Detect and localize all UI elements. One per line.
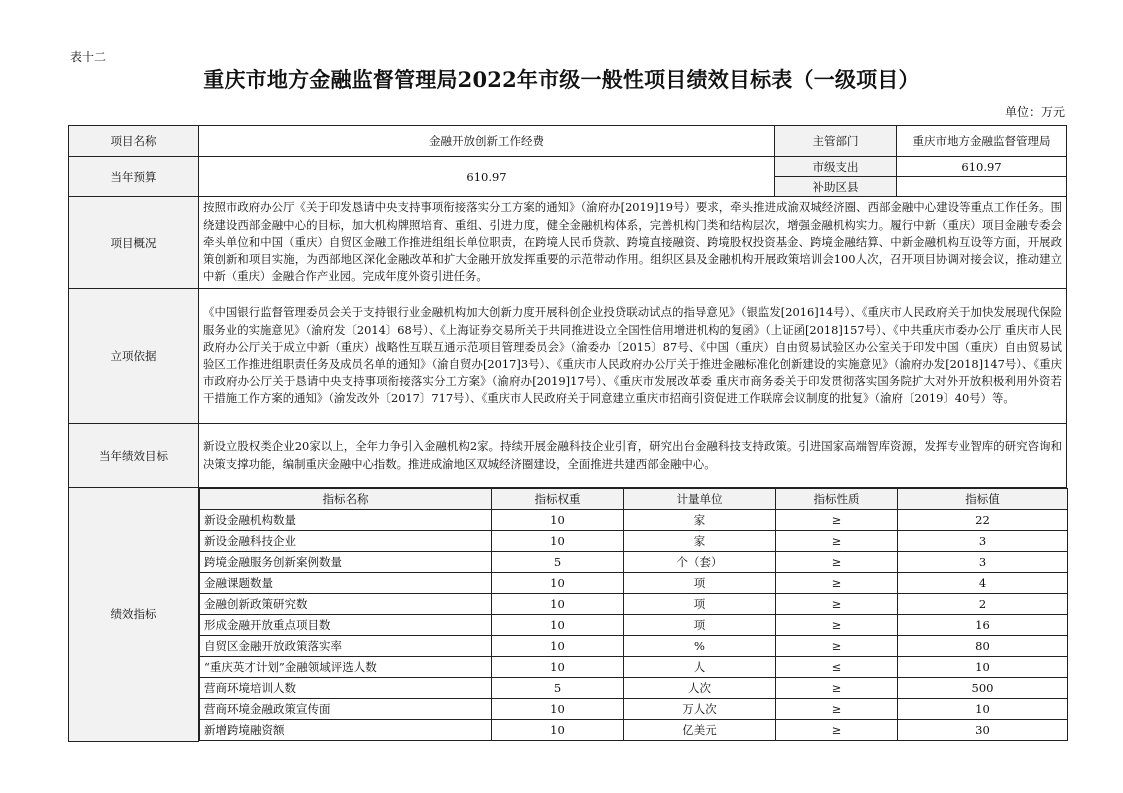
indicator-row <box>200 720 1068 741</box>
indicator-value: 10 <box>898 699 1068 720</box>
budget-value: 610.97 <box>199 157 775 197</box>
indicator-nature: ≥ <box>776 552 898 573</box>
indicator-nature: ≥ <box>776 531 898 552</box>
dept-value: 重庆市地方金融监督管理局 <box>897 126 1067 157</box>
city-spend-label: 市级支出 <box>775 157 897 177</box>
indicator-name: “重庆英才计划”金融领域评选人数 <box>200 657 492 678</box>
budget-row <box>69 157 1067 177</box>
indicator-value: 4 <box>898 573 1068 594</box>
indicator-unit: 亿美元 <box>624 720 776 741</box>
indicator-name: 新设金融机构数量 <box>200 510 492 531</box>
indicator-unit: 人次 <box>624 678 776 699</box>
indicator-name: 跨境金融服务创新案例数量 <box>200 552 492 573</box>
indicator-value: 2 <box>898 594 1068 615</box>
indicator-row <box>200 615 1068 636</box>
indicators-row <box>69 488 1067 742</box>
indicator-weight: 10 <box>492 699 624 720</box>
indicator-name: 营商环境金融政策宣传面 <box>200 699 492 720</box>
subsidy-value <box>897 177 1067 197</box>
city-spend-value: 610.97 <box>897 157 1067 177</box>
indicator-value: 500 <box>898 678 1068 699</box>
indicator-value: 10 <box>898 657 1068 678</box>
performance-target-table <box>68 125 1067 742</box>
indicator-weight: 10 <box>492 657 624 678</box>
indicators-label: 绩效指标 <box>69 488 199 742</box>
indicator-row <box>200 531 1068 552</box>
header-nature: 指标性质 <box>776 489 898 510</box>
basis-row <box>69 289 1067 424</box>
indicator-row <box>200 657 1068 678</box>
indicator-weight: 10 <box>492 531 624 552</box>
indicator-unit: 个（套） <box>624 552 776 573</box>
indicator-weight: 10 <box>492 573 624 594</box>
dept-label: 主管部门 <box>775 126 897 157</box>
indicator-nature: ≥ <box>776 678 898 699</box>
indicator-unit: 项 <box>624 594 776 615</box>
subsidy-label: 补助区县 <box>775 177 897 197</box>
unit-label: 单位：万元 <box>1004 105 1065 119</box>
indicator-name: 新增跨境融资额 <box>200 720 492 741</box>
header-value: 指标值 <box>898 489 1068 510</box>
project-name-label: 项目名称 <box>69 126 199 157</box>
indicator-name: 金融课题数量 <box>200 573 492 594</box>
annual-goal-label: 当年绩效目标 <box>69 424 199 488</box>
indicator-weight: 5 <box>492 678 624 699</box>
indicator-unit: 人 <box>624 657 776 678</box>
overview-row <box>69 197 1067 289</box>
indicator-nature: ≤ <box>776 657 898 678</box>
basis-text: 《中国银行监督管理委员会关于支持银行业金融机构加大创新力度开展科创企业投贷联动试点的指导意见》（银监发[2016]14号）、《重庆市人民政府关于加快发展现代保险服务业的实施意见》（渝府发〔2014〕68号）、《上海证券交易所关于共同推进设立全国性信用增进机构的复函》（上证函[2018]157号）、《中共重庆市委办公厅 重庆市人民政府办公厅关于成立中新（重庆）战略性互联互通示范项目管理委员会》（渝委办〔2015〕87号、《中国（重庆）自由贸易试验区办公室关于印发中国（重庆）自由贸易试验区工作推进组职责任务及成员名单的通知》（渝自贸办[2017]3号）、《重庆市人民政府办公厅关于推进金融标准化创新建设的实施意见》（渝府办发[2018]147号）、《重庆市政府办公厅关于恳请中央支持事项衔接落实分工方案》（渝府办[2019]17号）、《重庆市发展改革委 重庆市商务委关于印发贯彻落实国务院扩大对外开放积极利用外资若干措施工作方案的通知》（渝发改外〔2017〕717号）、《重庆市人民政府关于同意建立重庆市招商引资促进工作联席会议制度的批复》（渝府〔2019〕40号）等。 <box>199 289 1067 424</box>
indicator-name: 新设金融科技企业 <box>200 531 492 552</box>
indicator-name: 形成金融开放重点项目数 <box>200 615 492 636</box>
table-number: 表十二 <box>70 50 107 64</box>
indicators-table <box>199 488 1068 741</box>
indicator-unit: 项 <box>624 615 776 636</box>
indicator-value: 3 <box>898 552 1068 573</box>
header-indicator-name: 指标名称 <box>200 489 492 510</box>
page-title: 重庆市地方金融监督管理局2022年市级一般性项目绩效目标表（一级项目） <box>203 67 920 92</box>
header-indicator-weight: 指标权重 <box>492 489 624 510</box>
project-name-value: 金融开放创新工作经费 <box>199 126 775 157</box>
annual-goal-text: 新设立股权类企业20家以上，全年力争引入金融机构2家。持续开展金融科技企业引育，研究出台金融科技支持政策。引进国家高端智库资源，发挥专业智库的研究咨询和决策支撑功能，编制重庆金融中心指数。推进成渝地区双城经济圈建设，全面推进共建西部金融中心。 <box>199 424 1067 488</box>
indicator-nature: ≥ <box>776 615 898 636</box>
indicator-row <box>200 678 1068 699</box>
indicator-weight: 10 <box>492 510 624 531</box>
indicator-weight: 10 <box>492 615 624 636</box>
indicator-row <box>200 573 1068 594</box>
indicator-weight: 10 <box>492 720 624 741</box>
indicator-value: 3 <box>898 531 1068 552</box>
indicator-unit: 家 <box>624 531 776 552</box>
indicator-row <box>200 552 1068 573</box>
project-name-row <box>69 126 1067 157</box>
indicator-unit: 项 <box>624 573 776 594</box>
indicator-nature: ≥ <box>776 510 898 531</box>
overview-text: 按照市政府办公厅《关于印发恳请中央支持事项衔接落实分工方案的通知》（渝府办[2019]19号）要求，牵头推进成渝双城经济圈、西部金融中心建设等重点工作任务。围绕建设西部金融中心的目标，加大机构牌照培育、重组、引进力度，健全金融机构体系，完善机构门类和结构层次，增强金融机构实力。履行中新（重庆）项目金融专委会牵头单位和中国（重庆）自贸区金融工作推进组组长单位职责，在跨境人民币贷款、跨境直接融资、跨境股权投资基金、跨境金融结算、中新金融机构互设等方面，开展政策创新和项目实施，为西部地区深化金融改革和扩大金融开放发挥重要的示范带动作用。组织区县及金融机构开展政策培训会100人次，召开项目协调对接会议，推动建立中新（重庆）金融合作产业园。完成年度外资引进任务。 <box>199 197 1067 289</box>
indicator-value: 30 <box>898 720 1068 741</box>
indicator-name: 金融创新政策研究数 <box>200 594 492 615</box>
indicator-nature: ≥ <box>776 636 898 657</box>
indicator-unit: 家 <box>624 510 776 531</box>
budget-label: 当年预算 <box>69 157 199 197</box>
indicator-name: 自贸区金融开放政策落实率 <box>200 636 492 657</box>
indicator-row <box>200 594 1068 615</box>
indicator-nature: ≥ <box>776 573 898 594</box>
indicator-weight: 5 <box>492 552 624 573</box>
indicator-value: 16 <box>898 615 1068 636</box>
basis-label: 立项依据 <box>69 289 199 424</box>
indicator-nature: ≥ <box>776 699 898 720</box>
overview-label: 项目概况 <box>69 197 199 289</box>
indicator-nature: ≥ <box>776 720 898 741</box>
indicator-unit: % <box>624 636 776 657</box>
header-unit: 计量单位 <box>624 489 776 510</box>
indicator-name: 营商环境培训人数 <box>200 678 492 699</box>
indicator-row <box>200 510 1068 531</box>
indicators-cell <box>199 488 1067 742</box>
indicator-value: 80 <box>898 636 1068 657</box>
indicator-row <box>200 699 1068 720</box>
indicator-weight: 10 <box>492 594 624 615</box>
indicator-weight: 10 <box>492 636 624 657</box>
indicators-header-row <box>200 489 1068 510</box>
indicator-value: 22 <box>898 510 1068 531</box>
annual-goal-row <box>69 424 1067 488</box>
indicator-row <box>200 636 1068 657</box>
indicator-nature: ≥ <box>776 594 898 615</box>
indicator-unit: 万人次 <box>624 699 776 720</box>
